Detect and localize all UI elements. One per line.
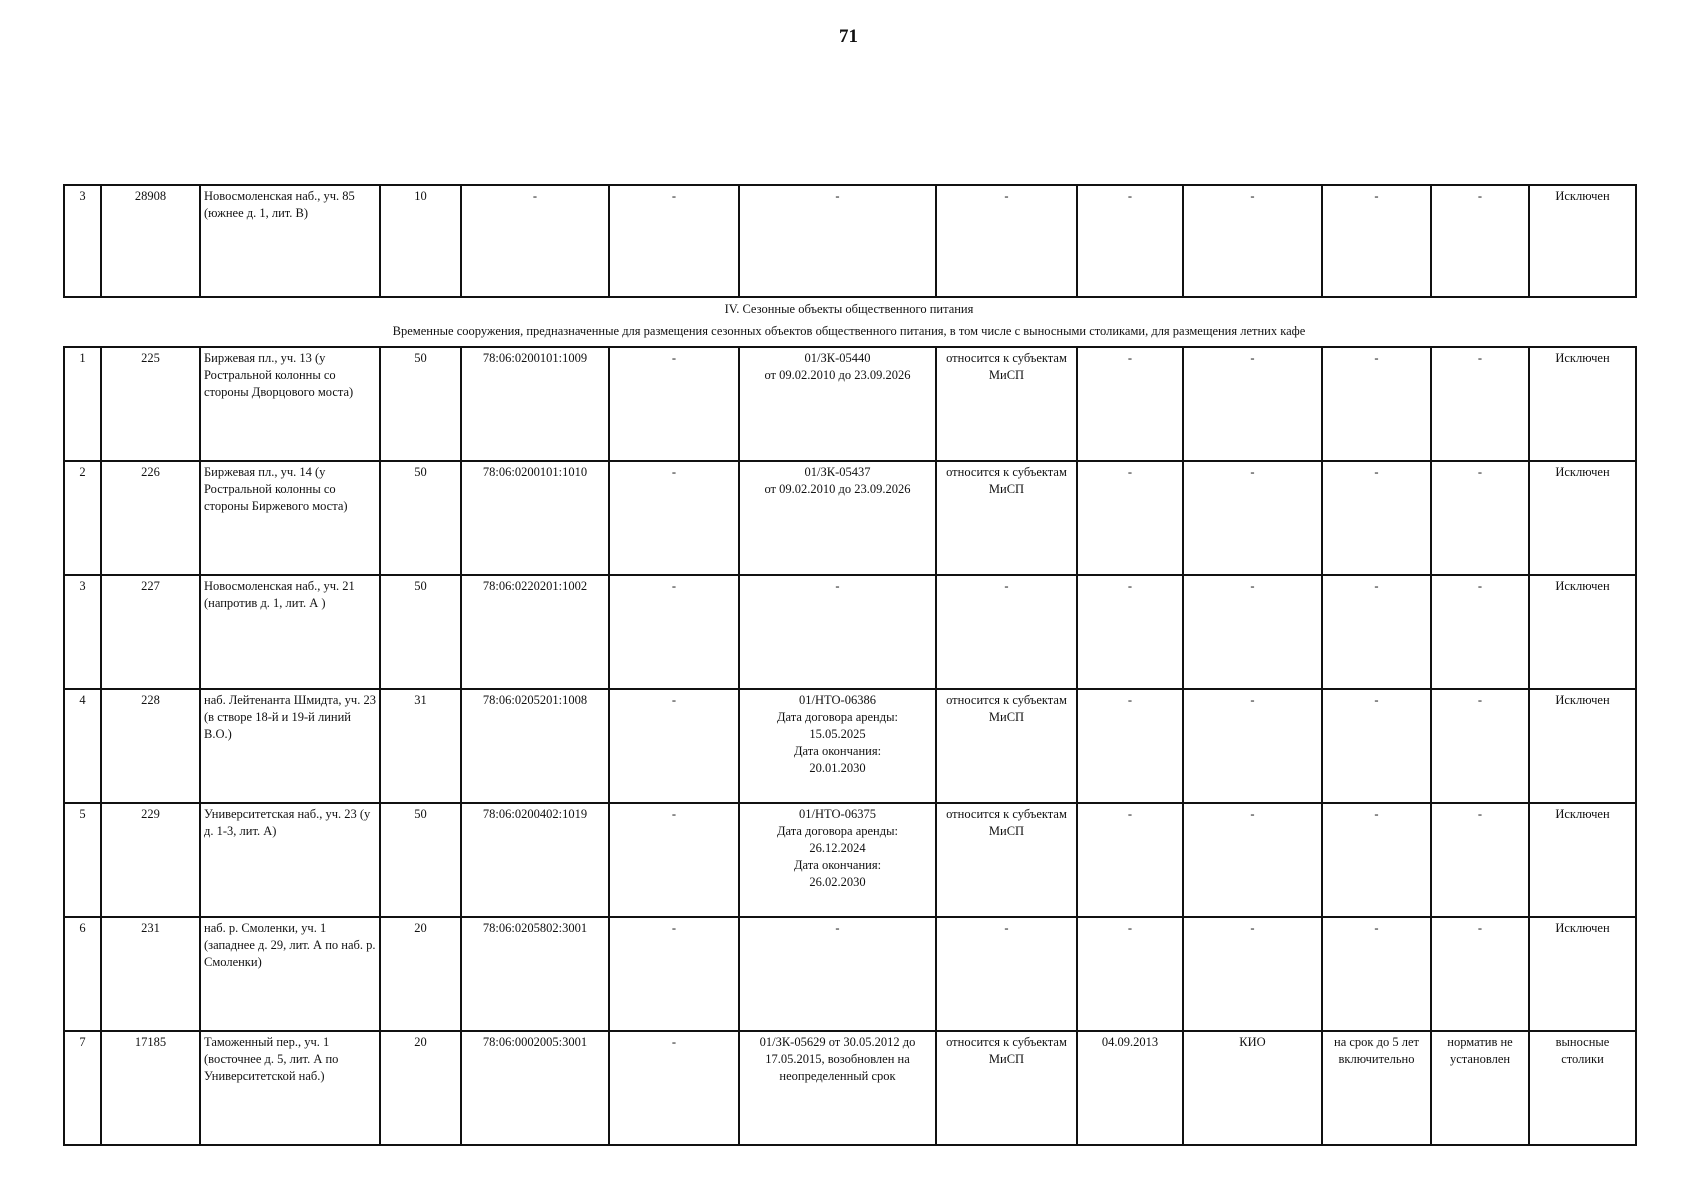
table-row (64, 347, 1636, 461)
cell-status: - (936, 917, 1077, 1031)
cell-area: 31 (380, 689, 461, 803)
cell-note: Исключен (1529, 461, 1636, 575)
cell-id: 17185 (101, 1031, 200, 1145)
table-row (64, 185, 1636, 297)
cell-date: - (1077, 803, 1183, 917)
table-row (64, 803, 1636, 917)
cell-address: Университетская наб., уч. 23 (у д. 1-3, лит. А) (200, 803, 380, 917)
cell-org: - (1183, 185, 1322, 297)
cell-cadastral: 78:06:0205802:3001 (461, 917, 609, 1031)
cell-status: относится к субъектам МиСП (936, 803, 1077, 917)
cell-date: - (1077, 689, 1183, 803)
cell-norm: - (1431, 185, 1529, 297)
cell-number: 3 (64, 185, 101, 297)
cell-id: 229 (101, 803, 200, 917)
cell-date: - (1077, 347, 1183, 461)
cell-contract: - (739, 185, 936, 297)
cell-address: наб. Лейтенанта Шмидта, уч. 23 (в створе 18-й и 19-й линий В.О.) (200, 689, 380, 803)
cell-status: относится к субъектам МиСП (936, 689, 1077, 803)
cell-norm: - (1431, 803, 1529, 917)
cell-norm: - (1431, 917, 1529, 1031)
cell-note: Исключен (1529, 347, 1636, 461)
cell-extra: - (609, 917, 739, 1031)
cell-date: 04.09.2013 (1077, 1031, 1183, 1145)
section-title: IV. Сезонные объекты общественного питания (724, 302, 974, 316)
cell-note: Исключен (1529, 689, 1636, 803)
cell-org: - (1183, 803, 1322, 917)
cell-status: - (936, 185, 1077, 297)
cell-cadastral: 78:06:0002005:3001 (461, 1031, 609, 1145)
table-row (64, 575, 1636, 689)
cell-term: - (1322, 803, 1431, 917)
cell-note: Исключен (1529, 185, 1636, 297)
cell-note: выносные столики (1529, 1031, 1636, 1145)
table-row (64, 1031, 1636, 1145)
cell-norm: - (1431, 347, 1529, 461)
cell-term: - (1322, 347, 1431, 461)
cell-extra: - (609, 185, 739, 297)
table-row (64, 461, 1636, 575)
cell-id: 227 (101, 575, 200, 689)
cell-contract: 01/НТО-06386 Дата договора аренды: 15.05.2025 Дата окончания: 20.01.2030 (739, 689, 936, 803)
cell-extra: - (609, 347, 739, 461)
section-subtitle: Временные сооружения, предназначенные для размещения сезонных объектов общественного питания, в том числе с выносными столиками, для размещения летних кафе (392, 324, 1306, 338)
page-number: 71 (839, 26, 858, 47)
register-table-top (63, 184, 1637, 298)
cell-org: КИО (1183, 1031, 1322, 1145)
cell-id: 226 (101, 461, 200, 575)
cell-term: на срок до 5 лет включительно (1322, 1031, 1431, 1145)
cell-status: - (936, 575, 1077, 689)
cell-number: 7 (64, 1031, 101, 1145)
table-row (64, 689, 1636, 803)
table-section-iv (63, 346, 1635, 1146)
cell-number: 3 (64, 575, 101, 689)
cell-term: - (1322, 917, 1431, 1031)
cell-term: - (1322, 185, 1431, 297)
cell-address: Новосмоленская наб., уч. 21 (напротив д. 1, лит. А ) (200, 575, 380, 689)
cell-norm: - (1431, 575, 1529, 689)
cell-note: Исключен (1529, 803, 1636, 917)
cell-contract: 01/ЗК-05629 от 30.05.2012 до 17.05.2015, возобновлен на неопределенный срок (739, 1031, 936, 1145)
cell-area: 50 (380, 347, 461, 461)
cell-cadastral: 78:06:0200101:1010 (461, 461, 609, 575)
cell-address: наб. р. Смоленки, уч. 1 (западнее д. 29, лит. А по наб. р. Смоленки) (200, 917, 380, 1031)
cell-term: - (1322, 461, 1431, 575)
cell-id: 228 (101, 689, 200, 803)
cell-address: Таможенный пер., уч. 1 (восточнее д. 5, лит. А по Университетской наб.) (200, 1031, 380, 1145)
cell-number: 5 (64, 803, 101, 917)
cell-norm: норматив не установлен (1431, 1031, 1529, 1145)
cell-org: - (1183, 575, 1322, 689)
table-row (64, 917, 1636, 1031)
cell-cadastral: 78:06:0200101:1009 (461, 347, 609, 461)
cell-area: 20 (380, 917, 461, 1031)
cell-number: 2 (64, 461, 101, 575)
cell-norm: - (1431, 461, 1529, 575)
table-continuation (63, 184, 1635, 298)
cell-contract: - (739, 917, 936, 1031)
cell-area: 50 (380, 461, 461, 575)
cell-area: 10 (380, 185, 461, 297)
cell-address: Новосмоленская наб., уч. 85 (южнее д. 1, лит. В) (200, 185, 380, 297)
cell-org: - (1183, 689, 1322, 803)
cell-cadastral: - (461, 185, 609, 297)
cell-status: относится к субъектам МиСП (936, 347, 1077, 461)
cell-term: - (1322, 575, 1431, 689)
cell-status: относится к субъектам МиСП (936, 1031, 1077, 1145)
cell-norm: - (1431, 689, 1529, 803)
cell-id: 225 (101, 347, 200, 461)
cell-extra: - (609, 1031, 739, 1145)
cell-number: 6 (64, 917, 101, 1031)
cell-area: 50 (380, 575, 461, 689)
cell-org: - (1183, 347, 1322, 461)
cell-contract: 01/НТО-06375 Дата договора аренды: 26.12.2024 Дата окончания: 26.02.2030 (739, 803, 936, 917)
cell-contract: 01/ЗК-05437 от 09.02.2010 до 23.09.2026 (739, 461, 936, 575)
cell-area: 20 (380, 1031, 461, 1145)
cell-address: Биржевая пл., уч. 13 (у Ростральной колонны со стороны Дворцового моста) (200, 347, 380, 461)
cell-term: - (1322, 689, 1431, 803)
cell-address: Биржевая пл., уч. 14 (у Ростральной колонны со стороны Биржевого моста) (200, 461, 380, 575)
cell-contract: - (739, 575, 936, 689)
cell-note: Исключен (1529, 917, 1636, 1031)
cell-area: 50 (380, 803, 461, 917)
cell-extra: - (609, 575, 739, 689)
cell-number: 1 (64, 347, 101, 461)
cell-org: - (1183, 917, 1322, 1031)
cell-cadastral: 78:06:0200402:1019 (461, 803, 609, 917)
cell-cadastral: 78:06:0205201:1008 (461, 689, 609, 803)
cell-contract: 01/ЗК-05440 от 09.02.2010 до 23.09.2026 (739, 347, 936, 461)
cell-extra: - (609, 803, 739, 917)
cell-number: 4 (64, 689, 101, 803)
cell-id: 28908 (101, 185, 200, 297)
cell-status: относится к субъектам МиСП (936, 461, 1077, 575)
cell-org: - (1183, 461, 1322, 575)
cell-date: - (1077, 461, 1183, 575)
cell-extra: - (609, 689, 739, 803)
cell-date: - (1077, 917, 1183, 1031)
cell-cadastral: 78:06:0220201:1002 (461, 575, 609, 689)
cell-date: - (1077, 185, 1183, 297)
cell-id: 231 (101, 917, 200, 1031)
register-table-main (63, 346, 1637, 1146)
cell-date: - (1077, 575, 1183, 689)
cell-note: Исключен (1529, 575, 1636, 689)
cell-extra: - (609, 461, 739, 575)
